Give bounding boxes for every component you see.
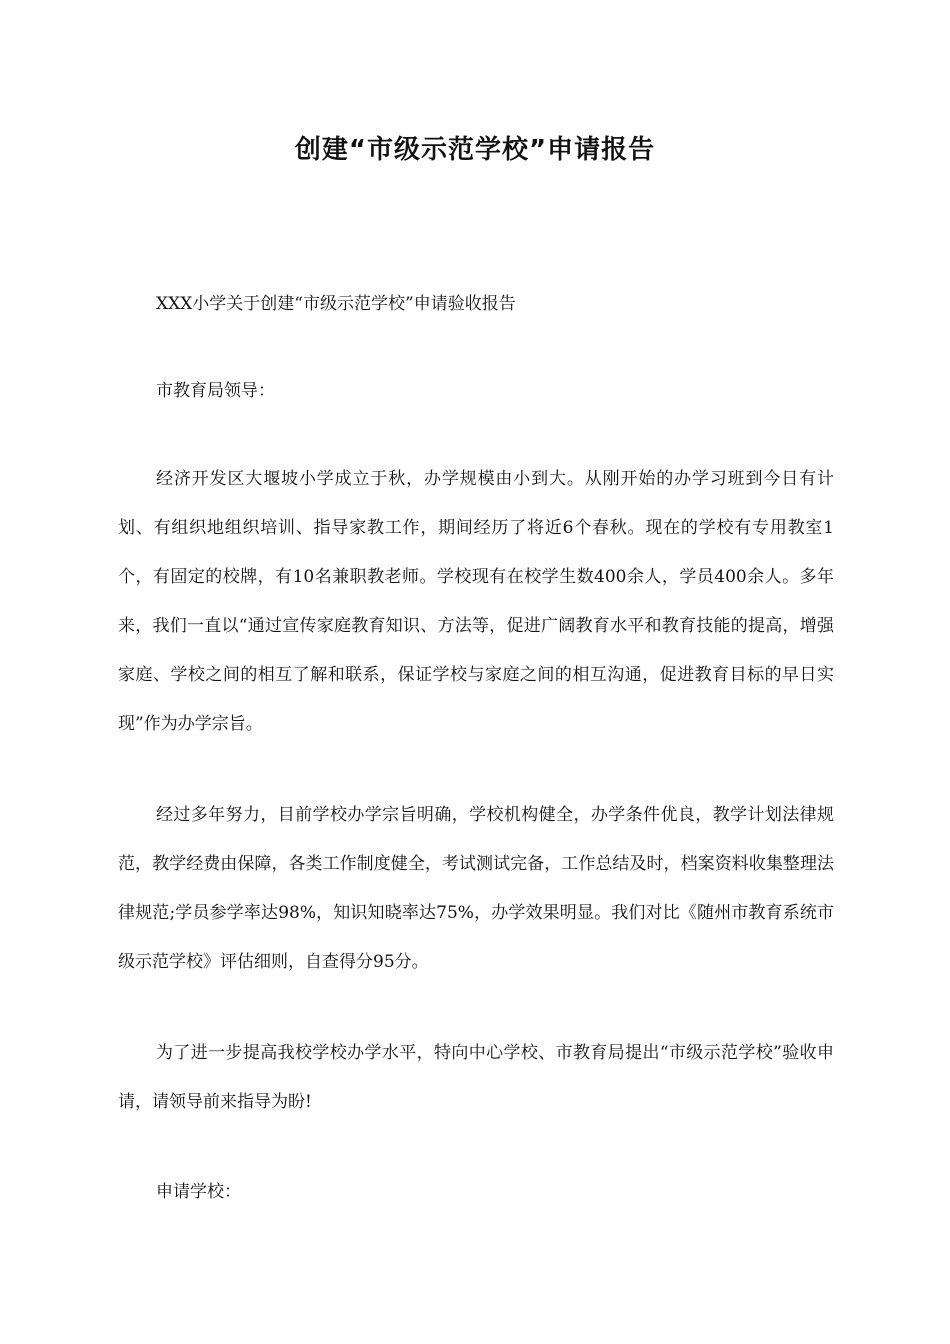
document-title: 创建“市级示范学校”申请报告 <box>294 135 656 165</box>
report-subject: XXX小学关于创建“市级示范学校”申请验收报告 <box>156 294 516 314</box>
body-paragraph-1: 经济开发区大堰坡小学成立于秋，办学规模由小到大。从刚开始的办学习班到今日有计划、有组织地组织培训、指导家教工作，期间经历了将近6个春秋。现在的学校有专用教室1个，有固定的校牌，有10名兼职教老师。学校现有在校学生数400余人，学员400余人。多年来，我们一直以“通过宣传家庭教育知识、方法等，促进广阔教育水平和教育技能的提高，增强家庭、学校之间的相互了解和联系，保证学校与家庭之间的相互沟通，促进教育目标的早日实现”作为办学宗旨。 <box>118 469 834 734</box>
signature-label: 申请学校： <box>156 1182 241 1202</box>
salutation: 市教育局领导： <box>156 381 275 401</box>
body-paragraph-3: 为了进一步提高我校学校办学水平，特向中心学校、市教育局提出“市级示范学校”验收申请，请领导前来指导为盼! <box>118 1043 834 1112</box>
body-paragraph-2: 经过多年努力，目前学校办学宗旨明确，学校机构健全，办学条件优良，教学计划法律规范，教学经费由保障，各类工作制度健全，考试测试完备，工作总结及时，档案资料收集整理法律规范;学员参学率达98%，知识知晓率达75%，办学效果明显。我们对比《随州市教育系统市级示范学校》评估细则，自查得分95分。 <box>118 805 834 972</box>
